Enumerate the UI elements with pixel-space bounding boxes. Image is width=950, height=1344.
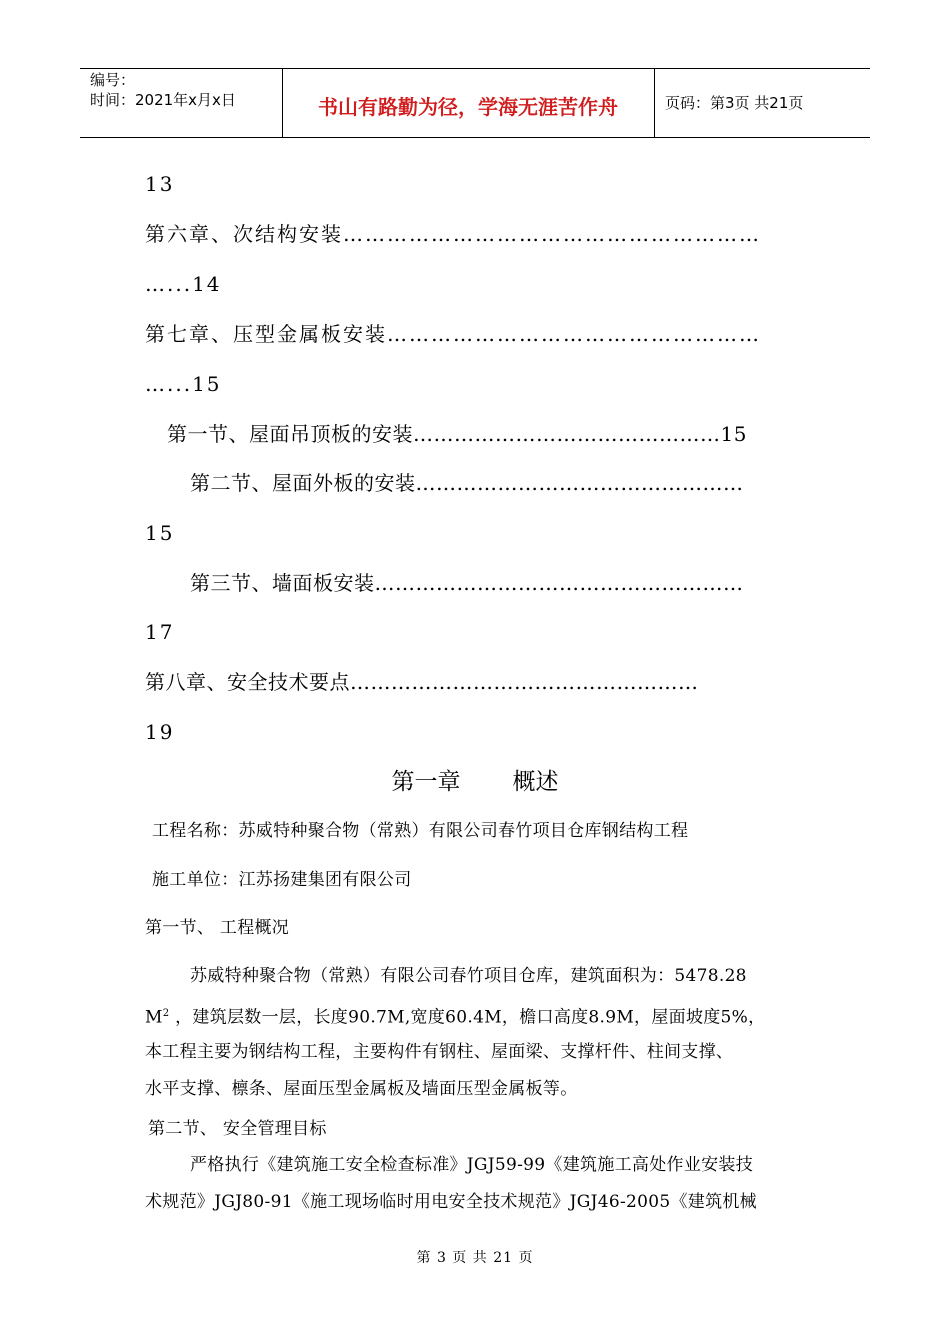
toc-line: 15 (145, 521, 175, 545)
area-unit-exponent: 2 (162, 1008, 170, 1019)
section-title: 第二节、 安全管理目标 (148, 1119, 327, 1139)
toc-line: …...14 (145, 272, 222, 296)
toc-line: 第三节、墙面板安装……………………………………………… (190, 571, 744, 595)
chapter-name: 概述 (512, 769, 559, 795)
paragraph-text: ，建筑层数一层，长度90.7M,宽度60.4M，檐口高度8.9M，屋面坡度5%， (169, 1007, 766, 1028)
section-title: 第一节、 工程概况 (145, 918, 290, 938)
toc-line: 第二节、屋面外板的安装………………………………………… (190, 471, 744, 495)
document-number-label: 编号： (90, 71, 136, 89)
page-header (80, 68, 870, 138)
document-date: 时间：2021年x月x日 (90, 91, 236, 109)
header-page-info: 页码：第3页 共21页 (665, 94, 804, 112)
toc-line: 第六章、次结构安装………………………………………………… (145, 222, 761, 246)
project-name: 工程名称：苏威特种聚合物（常熟）有限公司春竹项目仓库钢结构工程 (152, 821, 689, 841)
chapter-number: 第一章 (391, 769, 461, 795)
toc-line: 19 (145, 720, 175, 744)
page-footer: 第 3 页 共 21 页 (416, 1250, 534, 1266)
paragraph-line: 水平支撑、檩条、屋面压型金属板及墙面压型金属板等。 (145, 1079, 578, 1099)
paragraph-line: 本工程主要为钢结构工程，主要构件有钢柱、屋面梁、支撑杆件、柱间支撑、 (145, 1042, 734, 1062)
toc-line: 第八章、安全技术要点…………………………………………… (145, 670, 699, 694)
chapter-title (0, 767, 950, 797)
paragraph-line: 苏威特种聚合物（常熟）有限公司春竹项目仓库，建筑面积为：5478.28 (190, 966, 747, 986)
header-divider-right (654, 69, 655, 137)
toc-line: 第一节、屋面吊顶板的安装………………………………………15 (167, 422, 747, 446)
toc-line: …...15 (145, 372, 222, 396)
paragraph-line: 严格执行《建筑施工安全检查标准》JGJ59-99《建筑施工高处作业安装技 (190, 1155, 754, 1175)
paragraph-line (145, 1000, 765, 1032)
header-motto: 书山有路勤为径，学海无涯苦作舟 (318, 95, 618, 119)
contractor-name: 施工单位：江苏扬建集团有限公司 (152, 870, 412, 890)
paragraph-line: 术规范》JGJ80-91《施工现场临时用电安全技术规范》JGJ46-2005《建筑机械 (145, 1192, 757, 1212)
area-unit: M (145, 1007, 163, 1028)
toc-line: 13 (145, 172, 175, 196)
toc-line: 17 (145, 620, 175, 644)
toc-line: 第七章、压型金属板安装…………………………………………… (145, 322, 761, 346)
